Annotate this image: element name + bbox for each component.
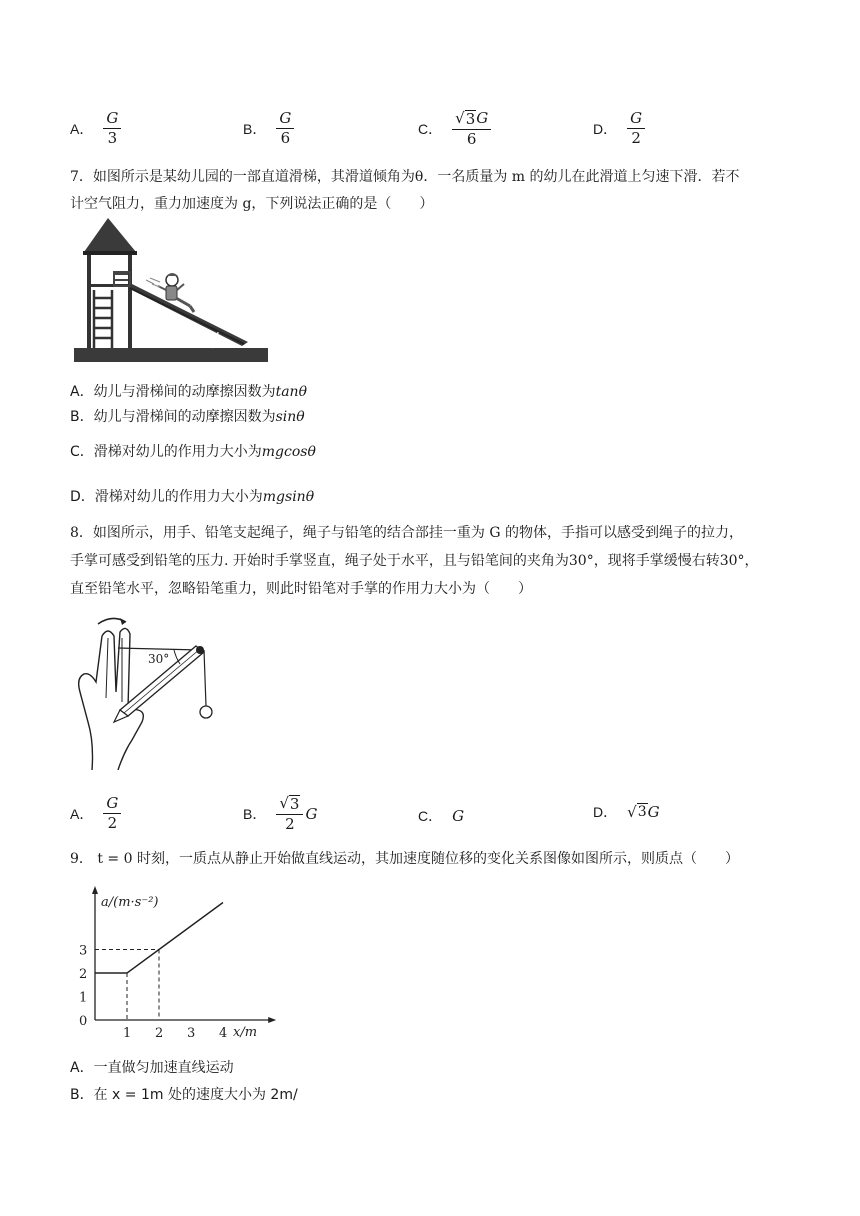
q6-option-c[interactable] (418, 110, 491, 149)
y-axis-arrow-icon (92, 886, 98, 894)
y-axis-label: a/(m·s⁻²) (101, 895, 159, 910)
x-tick-label: 4 (219, 1026, 228, 1041)
weight-ball (200, 706, 212, 718)
option-letter: C． (418, 121, 443, 138)
q7-option-a[interactable] (70, 381, 307, 401)
option-letter: B． (243, 120, 267, 137)
y-tick-label: 2 (79, 967, 88, 982)
q7-option-b[interactable] (70, 406, 305, 426)
y-tick-label: 1 (79, 990, 88, 1006)
x-tick-label: 1 (123, 1026, 132, 1041)
q6-option-d[interactable] (593, 110, 645, 148)
option-letter: A． (70, 120, 94, 137)
q8-stem-line1: 8．如图所示，用手、铅笔支起绳子，绳子与铅笔的结合部挂一重为 G 的物体，手指可以感受到绳子的拉力， (70, 525, 743, 541)
q8-stem-line3: 直至铅笔水平，忽略铅笔重力，则此时铅笔对手掌的作用力大小为（ ） (70, 581, 532, 597)
string-horizontal (118, 648, 200, 650)
fraction: $\frac{G}{6}$ (276, 110, 294, 148)
fraction: $\frac{G}{3}$ (103, 110, 121, 148)
q7-option-c[interactable] (70, 441, 316, 461)
option-letter: D． (593, 120, 618, 137)
q6-option-a[interactable] (70, 110, 121, 148)
angle-label-theta: θ (184, 332, 193, 348)
ground (74, 348, 268, 362)
acceleration-displacement-chart (70, 880, 290, 1050)
sqrt-icon: √ (279, 794, 289, 812)
fraction: $\frac{G}{2}$ (103, 795, 121, 833)
y-tick-label: 3 (79, 943, 88, 959)
q6-option-b[interactable] (243, 110, 294, 148)
roof-eave (83, 251, 137, 255)
hand-pencil-figure (72, 612, 222, 770)
fraction: √ 3 2 (276, 795, 303, 834)
option-text: A．幼儿与滑梯间的动摩擦因数为 (70, 384, 276, 400)
arrowhead-icon (120, 618, 126, 625)
angle-arc (212, 332, 218, 348)
q8-option-b[interactable] (243, 795, 317, 834)
tower-post (128, 255, 132, 351)
option-math: mgsinθ (262, 489, 315, 505)
q7-stem (70, 164, 800, 218)
ladder (94, 290, 112, 350)
q8-option-d[interactable]: D． √ 3 G (593, 803, 660, 821)
option-tail: G (647, 803, 660, 821)
hanging-string (204, 650, 206, 706)
q7-stem-line1: 7．如图所示是某幼儿园的一部直道滑梯，其滑道倾角为θ．一名质量为 m 的幼儿在此滑道上匀速下滑．若不 (70, 169, 740, 185)
x-tick-label: 3 (187, 1026, 196, 1041)
option-math: mgcosθ (261, 444, 316, 460)
angle-label: 30° (148, 652, 170, 666)
option-math: tanθ (275, 384, 307, 400)
q9-stem: 9． t = 0 时刻，一质点从静止开始做直线运动，其加速度随位移的变化关系图像如图所示，则质点（ ） (70, 851, 739, 867)
q7-option-d[interactable] (70, 486, 314, 506)
x-axis-label: x/m (233, 1025, 258, 1040)
q8-option-a[interactable] (70, 795, 121, 833)
x-axis-arrow-icon (268, 1017, 276, 1023)
x-tick-label: 2 (155, 1026, 164, 1041)
option-letter: B． (243, 806, 267, 823)
fraction: √ 3 G 6 (452, 110, 491, 149)
sqrt-icon: √ (455, 109, 465, 127)
q8-stem (70, 519, 800, 603)
option-text: D．滑梯对幼儿的作用力大小为 (70, 489, 263, 505)
option-value: G (452, 807, 465, 825)
q8-stem-line2: 手掌可感受到铅笔的压力. 开始时手掌竖直，绳子处于水平，且与铅笔间的夹角为30°，现将手掌缓慢右转30°， (70, 553, 759, 569)
option-text: B．幼儿与滑梯间的动摩擦因数为 (70, 409, 276, 425)
option-letter: C． (418, 808, 443, 824)
option-letter: A． (70, 805, 94, 822)
option-math: sinθ (275, 409, 305, 425)
series-line (95, 903, 223, 974)
option-letter: D． (593, 804, 618, 820)
tower-post (87, 255, 91, 351)
q7-stem-line2: 计空气阻力，重力加速度为 g，下列说法正确的是（ ） (70, 196, 434, 212)
option-tail: G (305, 805, 318, 824)
y-tick-label: 0 (79, 1014, 88, 1029)
sqrt-icon: √ (627, 803, 637, 821)
fraction: $\frac{G}{2}$ (627, 110, 645, 148)
option-text: C．滑梯对幼儿的作用力大小为 (70, 444, 262, 460)
knot (196, 646, 204, 654)
railing (114, 272, 130, 286)
q9-option-b[interactable]: B．在 x = 1m 处的速度大小为 2m/ (70, 1087, 298, 1103)
slide-figure (72, 216, 270, 366)
q9-option-a[interactable]: A．一直做匀加速直线运动 (70, 1060, 234, 1076)
q8-option-c[interactable] (418, 806, 464, 826)
slide-roof (84, 218, 136, 252)
